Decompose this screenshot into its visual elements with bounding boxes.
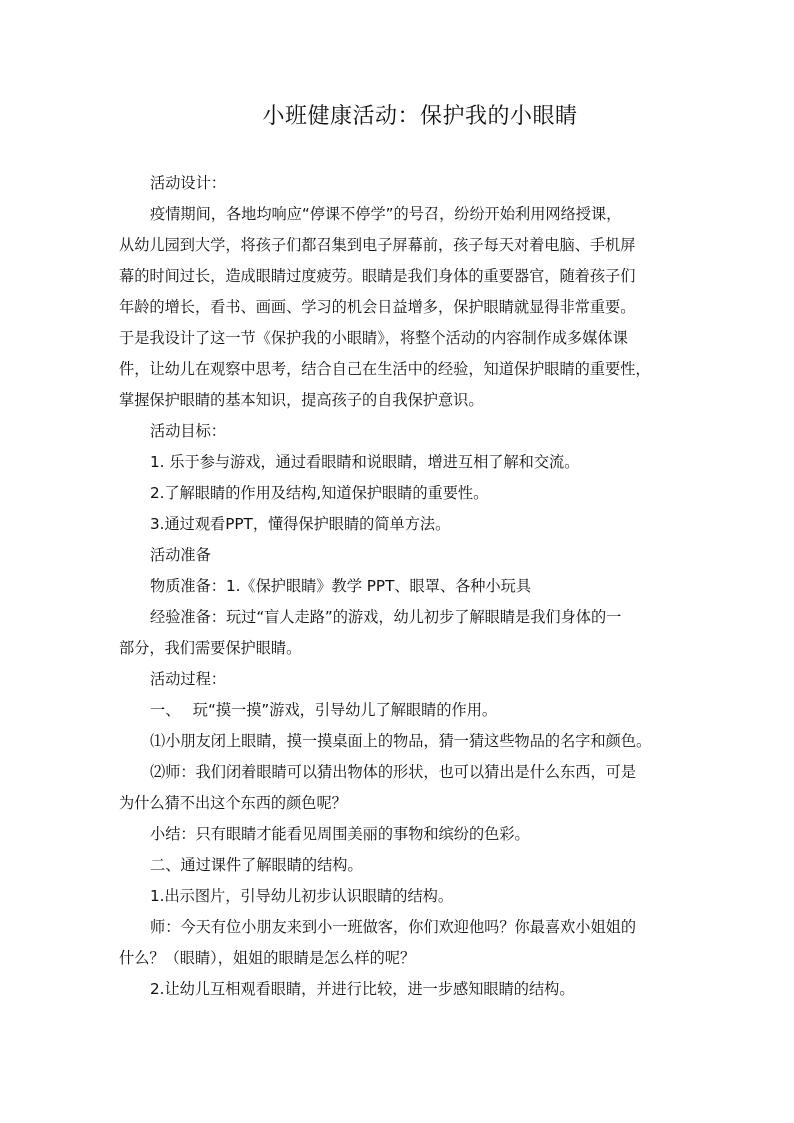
text-line: 部分，我们需要保护眼睛。 [119,639,302,657]
text-line: ⑵师：我们闭着眼睛可以猜出物体的形状，也可以猜出是什么东西，可是 [150,763,636,781]
text-line: 活动目标： [150,422,226,440]
text-line: 为什么猜不出这个东西的颜色呢？ [119,794,347,812]
text-line: 活动过程： [150,670,226,688]
text-line: 活动准备 [150,546,211,564]
text-line: 年龄的增长，看书、画画、学习的机会日益增多，保护眼睛就显得非常重要。 [119,298,636,316]
text-line: 幕的时间过长，造成眼睛过度疲劳。眼睛是我们身体的重要器官，随着孩子们 [119,267,636,285]
text-line: 活动设计： [150,174,226,192]
text-line: 1.出示图片，引导幼儿初步认识眼睛的结构。 [150,887,454,905]
text-line: 物质准备：1.《保护眼睛》教学 PPT、眼罩、各种小玩具 [150,577,532,595]
text-line: 经验准备：玩过“盲人走路”的游戏，幼儿初步了解眼睛是我们身体的一 [150,608,622,626]
text-line: 什么？（眼睛），姐姐的眼睛是怎么样的呢？ [119,949,416,967]
text-line: 疫情期间，各地均响应“停课不停学”的号召，纷纷开始利用网络授课， [150,205,622,223]
text-line: 2.让幼儿互相观看眼睛，并进行比较，进一步感知眼睛的结构。 [150,980,575,998]
text-line: 一、 玩“摸一摸”游戏，引导幼儿了解眼睛的作用。 [150,701,498,719]
text-line: 件，让幼儿在观察中思考，结合自己在生活中的经验，知道保护眼睛的重要性， [119,360,651,378]
text-line: 1. 乐于参与游戏，通过看眼睛和说眼睛，增进互相了解和交流。 [150,453,580,471]
text-line: 小结：只有眼睛才能看见周围美丽的事物和缤纷的色彩。 [150,825,530,843]
document-title: 小班健康活动：保护我的小眼睛 [262,104,578,129]
text-line: 于是我设计了这一节《保护我的小眼睛》，将整个活动的内容制作成多媒体课 [119,329,628,347]
text-line: ⑴小朋友闭上眼睛，摸一摸桌面上的物品，猜一猜这些物品的名字和颜色。 [150,732,652,750]
text-line: 从幼儿园到大学，将孩子们都召集到电子屏幕前，孩子每天对着电脑、手机屏 [119,236,636,254]
text-line: 2.了解眼睛的作用及结构,知道保护眼睛的重要性。 [150,484,489,502]
text-line: 3.通过观看PPT，懂得保护眼睛的简单方法。 [150,515,451,533]
text-line: 二、通过课件了解眼睛的结构。 [150,856,363,874]
text-line: 掌握保护眼睛的基本知识，提高孩子的自我保护意识。 [119,391,484,409]
document-body [119,168,684,1005]
text-line: 师：今天有位小朋友来到小一班做客，你们欢迎他吗？你最喜欢小姐姐的 [150,918,636,936]
